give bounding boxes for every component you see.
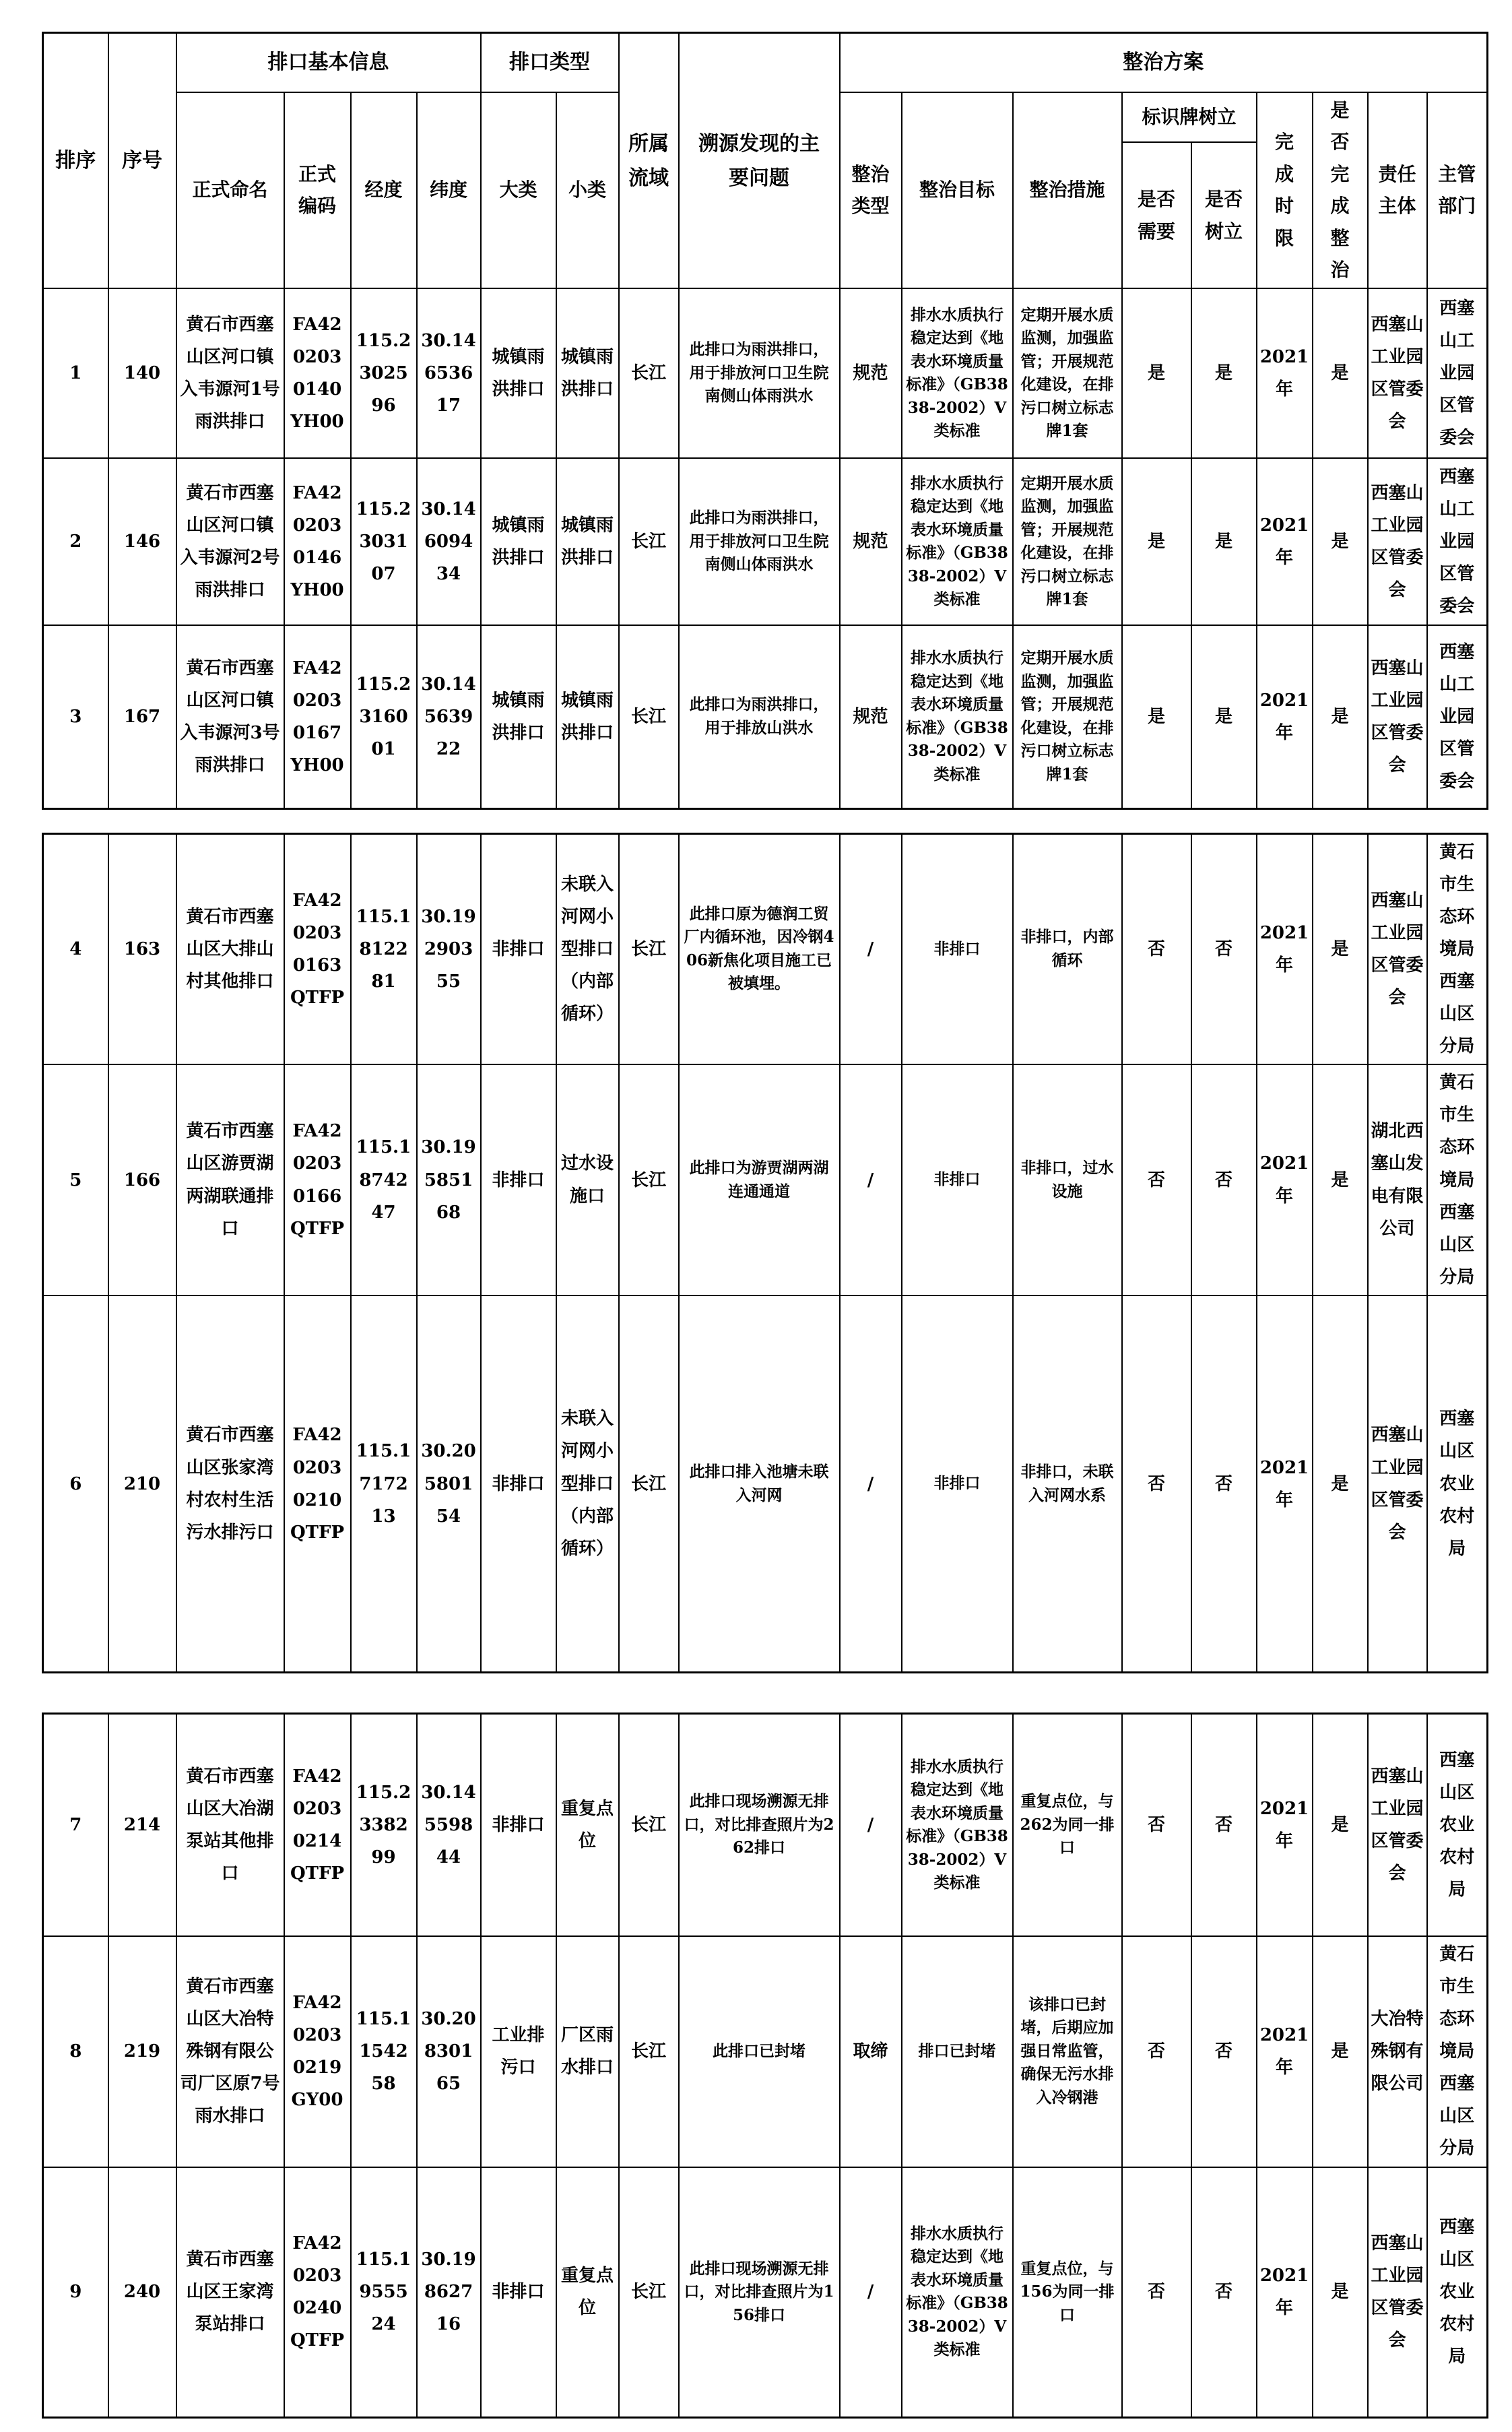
cell-code: FA4202030163QTFP [284, 833, 351, 1064]
cell-problem: 此排口现场溯源无排口，对比排查照片为156排口 [679, 2167, 840, 2418]
cell-name: 黄石市西塞山区河口镇入韦源河3号雨洪排口 [176, 625, 284, 808]
cell-measure: 定期开展水质监测，加强监管；开展规范化建设，在排污口树立标志牌1套 [1013, 625, 1122, 808]
cell-need: 否 [1122, 1936, 1191, 2167]
header-plan-group: 整治方案 [840, 33, 1488, 92]
table-row [43, 2167, 1488, 2418]
header-treat-type: 整治类型 [840, 92, 902, 289]
table-row [43, 833, 1488, 1064]
cell-goal: 排口已封堵 [902, 1936, 1013, 2167]
cell-goal: 排水水质执行稳定达到《地表水环境质量标准》（GB3838-2002）V类标准 [902, 288, 1013, 458]
cell-major: 城镇雨洪排口 [481, 288, 556, 458]
cell-dept: 黄石市生态环境局西塞山区分局 [1427, 1064, 1488, 1295]
cell-built: 是 [1191, 625, 1257, 808]
header-completed: 是否完成整治 [1313, 92, 1368, 289]
cell-lng: 115.1874247 [351, 1064, 417, 1295]
cell-minor: 城镇雨洪排口 [556, 458, 619, 625]
cell-minor: 厂区雨水排口 [556, 1936, 619, 2167]
cell-goal: 非排口 [902, 833, 1013, 1064]
cell-built: 否 [1191, 2167, 1257, 2418]
cell-no: 167 [108, 625, 176, 808]
cell-minor: 城镇雨洪排口 [556, 288, 619, 458]
cell-lng: 115.1717213 [351, 1295, 417, 1673]
table-row [43, 1064, 1488, 1295]
cell-major: 非排口 [481, 1295, 556, 1673]
cell-goal: 排水水质执行稳定达到《地表水环境质量标准》（GB3838-2002）V类标准 [902, 2167, 1013, 2418]
cell-deadline: 2021年 [1257, 288, 1313, 458]
cell-minor: 重复点位 [556, 1714, 619, 1936]
cell-major: 城镇雨洪排口 [481, 458, 556, 625]
cell-goal: 排水水质执行稳定达到《地表水环境质量标准》（GB3838-2002）V类标准 [902, 1714, 1013, 1936]
cell-owner: 西塞山工业园区管委会 [1368, 2167, 1427, 2418]
cell-name: 黄石市西塞山区张家湾村农村生活污水排污口 [176, 1295, 284, 1673]
cell-order: 3 [43, 625, 108, 808]
header-sort: 排序 [43, 33, 108, 289]
cell-name: 黄石市西塞山区大冶特殊钢有限公司厂区原7号雨水排口 [176, 1936, 284, 2167]
cell-deadline: 2021年 [1257, 2167, 1313, 2418]
cell-measure: 非排口，过水设施 [1013, 1064, 1122, 1295]
cell-built: 否 [1191, 833, 1257, 1064]
header-outlet-type-group: 排口类型 [481, 33, 619, 92]
cell-major: 非排口 [481, 833, 556, 1064]
cell-order: 7 [43, 1714, 108, 1936]
cell-built: 是 [1191, 458, 1257, 625]
header-problem: 溯源发现的主要问题 [679, 33, 840, 289]
cell-code: FA4202030214QTFP [284, 1714, 351, 1936]
table-body-block-2 [43, 833, 1488, 1673]
cell-lat: 30.19290355 [417, 833, 481, 1064]
cell-name: 黄石市西塞山区河口镇入韦源河1号雨洪排口 [176, 288, 284, 458]
cell-basin: 长江 [619, 1295, 679, 1673]
cell-need: 是 [1122, 458, 1191, 625]
table-row [43, 458, 1488, 625]
cell-code: FA4202030219GY00 [284, 1936, 351, 2167]
cell-deadline: 2021年 [1257, 1714, 1313, 1936]
cell-type: 规范 [840, 625, 902, 808]
cell-need: 否 [1122, 2167, 1191, 2418]
cell-name: 黄石市西塞山区大冶湖泵站其他排口 [176, 1714, 284, 1936]
table-header [43, 33, 1488, 289]
cell-order: 2 [43, 458, 108, 625]
cell-done: 是 [1313, 1064, 1368, 1295]
outfall-table-block-1 [42, 32, 1488, 810]
cell-dept: 西塞山工业园区管委会 [1427, 625, 1488, 808]
table-row [43, 288, 1488, 458]
cell-problem: 此排口为游贾湖两湖连通通道 [679, 1064, 840, 1295]
cell-lng: 115.1812281 [351, 833, 417, 1064]
header-department: 主管部门 [1427, 92, 1488, 289]
cell-type: / [840, 833, 902, 1064]
cell-basin: 长江 [619, 1714, 679, 1936]
cell-need: 否 [1122, 1714, 1191, 1936]
cell-owner: 湖北西塞山发电有限公司 [1368, 1064, 1427, 1295]
cell-type: 规范 [840, 458, 902, 625]
cell-done: 是 [1313, 288, 1368, 458]
cell-name: 黄石市西塞山区河口镇入韦源河2号雨洪排口 [176, 458, 284, 625]
cell-measure: 重复点位，与156为同一排口 [1013, 2167, 1122, 2418]
header-longitude: 经度 [351, 92, 417, 289]
cell-order: 1 [43, 288, 108, 458]
header-treat-goal: 整治目标 [902, 92, 1013, 289]
cell-built: 否 [1191, 1714, 1257, 1936]
cell-lat: 30.14563922 [417, 625, 481, 808]
outfall-table-block-2 [42, 833, 1488, 1674]
table-body-block-1 [43, 288, 1488, 808]
cell-code: FA4202030146YH00 [284, 458, 351, 625]
cell-basin: 长江 [619, 1064, 679, 1295]
cell-no: 210 [108, 1295, 176, 1673]
cell-code: FA4202030167YH00 [284, 625, 351, 808]
cell-need: 否 [1122, 1295, 1191, 1673]
cell-need: 否 [1122, 833, 1191, 1064]
table-body-block-3 [43, 1714, 1488, 2418]
cell-basin: 长江 [619, 625, 679, 808]
header-major-class: 大类 [481, 92, 556, 289]
cell-owner: 西塞山工业园区管委会 [1368, 1295, 1427, 1673]
cell-minor: 重复点位 [556, 2167, 619, 2418]
header-treat-measure: 整治措施 [1013, 92, 1122, 289]
cell-goal: 排水水质执行稳定达到《地表水环境质量标准》（GB3838-2002）V类标准 [902, 458, 1013, 625]
header-basin: 所属流域 [619, 33, 679, 289]
cell-lng: 115.2302596 [351, 288, 417, 458]
cell-name: 黄石市西塞山区游贾湖两湖联通排口 [176, 1064, 284, 1295]
cell-major: 非排口 [481, 1064, 556, 1295]
cell-code: FA4202030210QTFP [284, 1295, 351, 1673]
table-row [43, 1714, 1488, 1936]
header-sign-board-group: 标识牌树立 [1122, 92, 1257, 143]
cell-lat: 30.20580154 [417, 1295, 481, 1673]
cell-measure: 定期开展水质监测，加强监管；开展规范化建设，在排污口树立标志牌1套 [1013, 458, 1122, 625]
cell-minor: 未联入河网小型排口（内部循环） [556, 833, 619, 1064]
header-sign-built: 是否树立 [1191, 142, 1257, 288]
cell-measure: 定期开展水质监测，加强监管；开展规范化建设，在排污口树立标志牌1套 [1013, 288, 1122, 458]
cell-name: 黄石市西塞山区王家湾泵站排口 [176, 2167, 284, 2418]
cell-lat: 30.14609434 [417, 458, 481, 625]
cell-major: 非排口 [481, 2167, 556, 2418]
cell-measure: 非排口，未联入河网水系 [1013, 1295, 1122, 1673]
cell-deadline: 2021年 [1257, 1295, 1313, 1673]
cell-owner: 西塞山工业园区管委会 [1368, 625, 1427, 808]
cell-lng: 115.1955524 [351, 2167, 417, 2418]
cell-dept: 西塞山区农业农村局 [1427, 2167, 1488, 2418]
cell-no: 166 [108, 1064, 176, 1295]
cell-dept: 黄石市生态环境局西塞山区分局 [1427, 1936, 1488, 2167]
cell-need: 是 [1122, 288, 1191, 458]
cell-measure: 该排口已封堵，后期应加强日常监管，确保无污水排入冷钢港 [1013, 1936, 1122, 2167]
cell-basin: 长江 [619, 458, 679, 625]
cell-basin: 长江 [619, 2167, 679, 2418]
header-basic-info-group: 排口基本信息 [176, 33, 481, 92]
cell-done: 是 [1313, 833, 1368, 1064]
cell-done: 是 [1313, 2167, 1368, 2418]
cell-order: 6 [43, 1295, 108, 1673]
cell-lat: 30.19862716 [417, 2167, 481, 2418]
cell-dept: 黄石市生态环境局西塞山区分局 [1427, 833, 1488, 1064]
cell-owner: 大冶特殊钢有限公司 [1368, 1936, 1427, 2167]
cell-lat: 30.14559844 [417, 1714, 481, 1936]
cell-problem: 此排口已封堵 [679, 1936, 840, 2167]
outfall-table-block-3 [42, 1713, 1488, 2419]
cell-type: / [840, 1064, 902, 1295]
cell-no: 146 [108, 458, 176, 625]
cell-deadline: 2021年 [1257, 458, 1313, 625]
cell-basin: 长江 [619, 1936, 679, 2167]
cell-built: 否 [1191, 1064, 1257, 1295]
cell-minor: 城镇雨洪排口 [556, 625, 619, 808]
cell-built: 否 [1191, 1295, 1257, 1673]
cell-no: 214 [108, 1714, 176, 1936]
cell-problem: 此排口排入池塘未联入河网 [679, 1295, 840, 1673]
cell-built: 否 [1191, 1936, 1257, 2167]
table-row [43, 625, 1488, 808]
cell-lat: 30.20830165 [417, 1936, 481, 2167]
cell-done: 是 [1313, 1714, 1368, 1936]
cell-lng: 115.2338299 [351, 1714, 417, 1936]
cell-deadline: 2021年 [1257, 1064, 1313, 1295]
cell-lng: 115.1154258 [351, 1936, 417, 2167]
cell-deadline: 2021年 [1257, 833, 1313, 1064]
cell-measure: 重复点位，与262为同一排口 [1013, 1714, 1122, 1936]
header-official-name: 正式命名 [176, 92, 284, 289]
cell-code: FA4202030166QTFP [284, 1064, 351, 1295]
cell-basin: 长江 [619, 288, 679, 458]
cell-minor: 过水设施口 [556, 1064, 619, 1295]
cell-type: 取缔 [840, 1936, 902, 2167]
cell-code: FA4202030240QTFP [284, 2167, 351, 2418]
table-row [43, 1936, 1488, 2167]
cell-owner: 西塞山工业园区管委会 [1368, 1714, 1427, 1936]
cell-order: 9 [43, 2167, 108, 2418]
cell-problem: 此排口为雨洪排口，用于排放山洪水 [679, 625, 840, 808]
cell-lat: 30.19585168 [417, 1064, 481, 1295]
cell-name: 黄石市西塞山区大排山村其他排口 [176, 833, 284, 1064]
header-latitude: 纬度 [417, 92, 481, 289]
cell-type: 规范 [840, 288, 902, 458]
cell-problem: 此排口现场溯源无排口，对比排查照片为262排口 [679, 1714, 840, 1936]
cell-no: 219 [108, 1936, 176, 2167]
cell-dept: 西塞山工业园区管委会 [1427, 288, 1488, 458]
cell-major: 工业排污口 [481, 1936, 556, 2167]
header-deadline: 完成时限 [1257, 92, 1313, 289]
cell-lat: 30.14653617 [417, 288, 481, 458]
cell-done: 是 [1313, 1936, 1368, 2167]
cell-basin: 长江 [619, 833, 679, 1064]
cell-done: 是 [1313, 1295, 1368, 1673]
cell-goal: 非排口 [902, 1295, 1013, 1673]
header-sign-needed: 是否需要 [1122, 142, 1191, 288]
cell-deadline: 2021年 [1257, 1936, 1313, 2167]
cell-built: 是 [1191, 288, 1257, 458]
cell-order: 5 [43, 1064, 108, 1295]
cell-dept: 西塞山区农业农村局 [1427, 1295, 1488, 1673]
cell-done: 是 [1313, 458, 1368, 625]
cell-type: / [840, 2167, 902, 2418]
cell-type: / [840, 1295, 902, 1673]
cell-done: 是 [1313, 625, 1368, 808]
cell-owner: 西塞山工业园区管委会 [1368, 833, 1427, 1064]
cell-no: 240 [108, 2167, 176, 2418]
cell-minor: 未联入河网小型排口（内部循环） [556, 1295, 619, 1673]
cell-goal: 排水水质执行稳定达到《地表水环境质量标准》（GB3838-2002）V类标准 [902, 625, 1013, 808]
cell-major: 非排口 [481, 1714, 556, 1936]
cell-deadline: 2021年 [1257, 625, 1313, 808]
table-row [43, 1295, 1488, 1673]
cell-type: / [840, 1714, 902, 1936]
cell-dept: 西塞山工业园区管委会 [1427, 458, 1488, 625]
cell-lng: 115.2316001 [351, 625, 417, 808]
cell-code: FA4202030140YH00 [284, 288, 351, 458]
cell-problem: 此排口为雨洪排口，用于排放河口卫生院南侧山体雨洪水 [679, 458, 840, 625]
header-official-code: 正式编码 [284, 92, 351, 289]
cell-need: 否 [1122, 1064, 1191, 1295]
cell-problem: 此排口为雨洪排口，用于排放河口卫生院南侧山体雨洪水 [679, 288, 840, 458]
cell-need: 是 [1122, 625, 1191, 808]
cell-order: 8 [43, 1936, 108, 2167]
cell-major: 城镇雨洪排口 [481, 625, 556, 808]
cell-owner: 西塞山工业园区管委会 [1368, 458, 1427, 625]
cell-lng: 115.2303107 [351, 458, 417, 625]
cell-dept: 西塞山区农业农村局 [1427, 1714, 1488, 1936]
cell-owner: 西塞山工业园区管委会 [1368, 288, 1427, 458]
cell-problem: 此排口原为德润工贸厂内循环池，因冷钢406新焦化项目施工已被填埋。 [679, 833, 840, 1064]
header-serial: 序号 [108, 33, 176, 289]
header-responsible: 责任主体 [1368, 92, 1427, 289]
cell-measure: 非排口，内部循环 [1013, 833, 1122, 1064]
cell-no: 140 [108, 288, 176, 458]
cell-goal: 非排口 [902, 1064, 1013, 1295]
cell-order: 4 [43, 833, 108, 1064]
cell-no: 163 [108, 833, 176, 1064]
header-minor-class: 小类 [556, 92, 619, 289]
